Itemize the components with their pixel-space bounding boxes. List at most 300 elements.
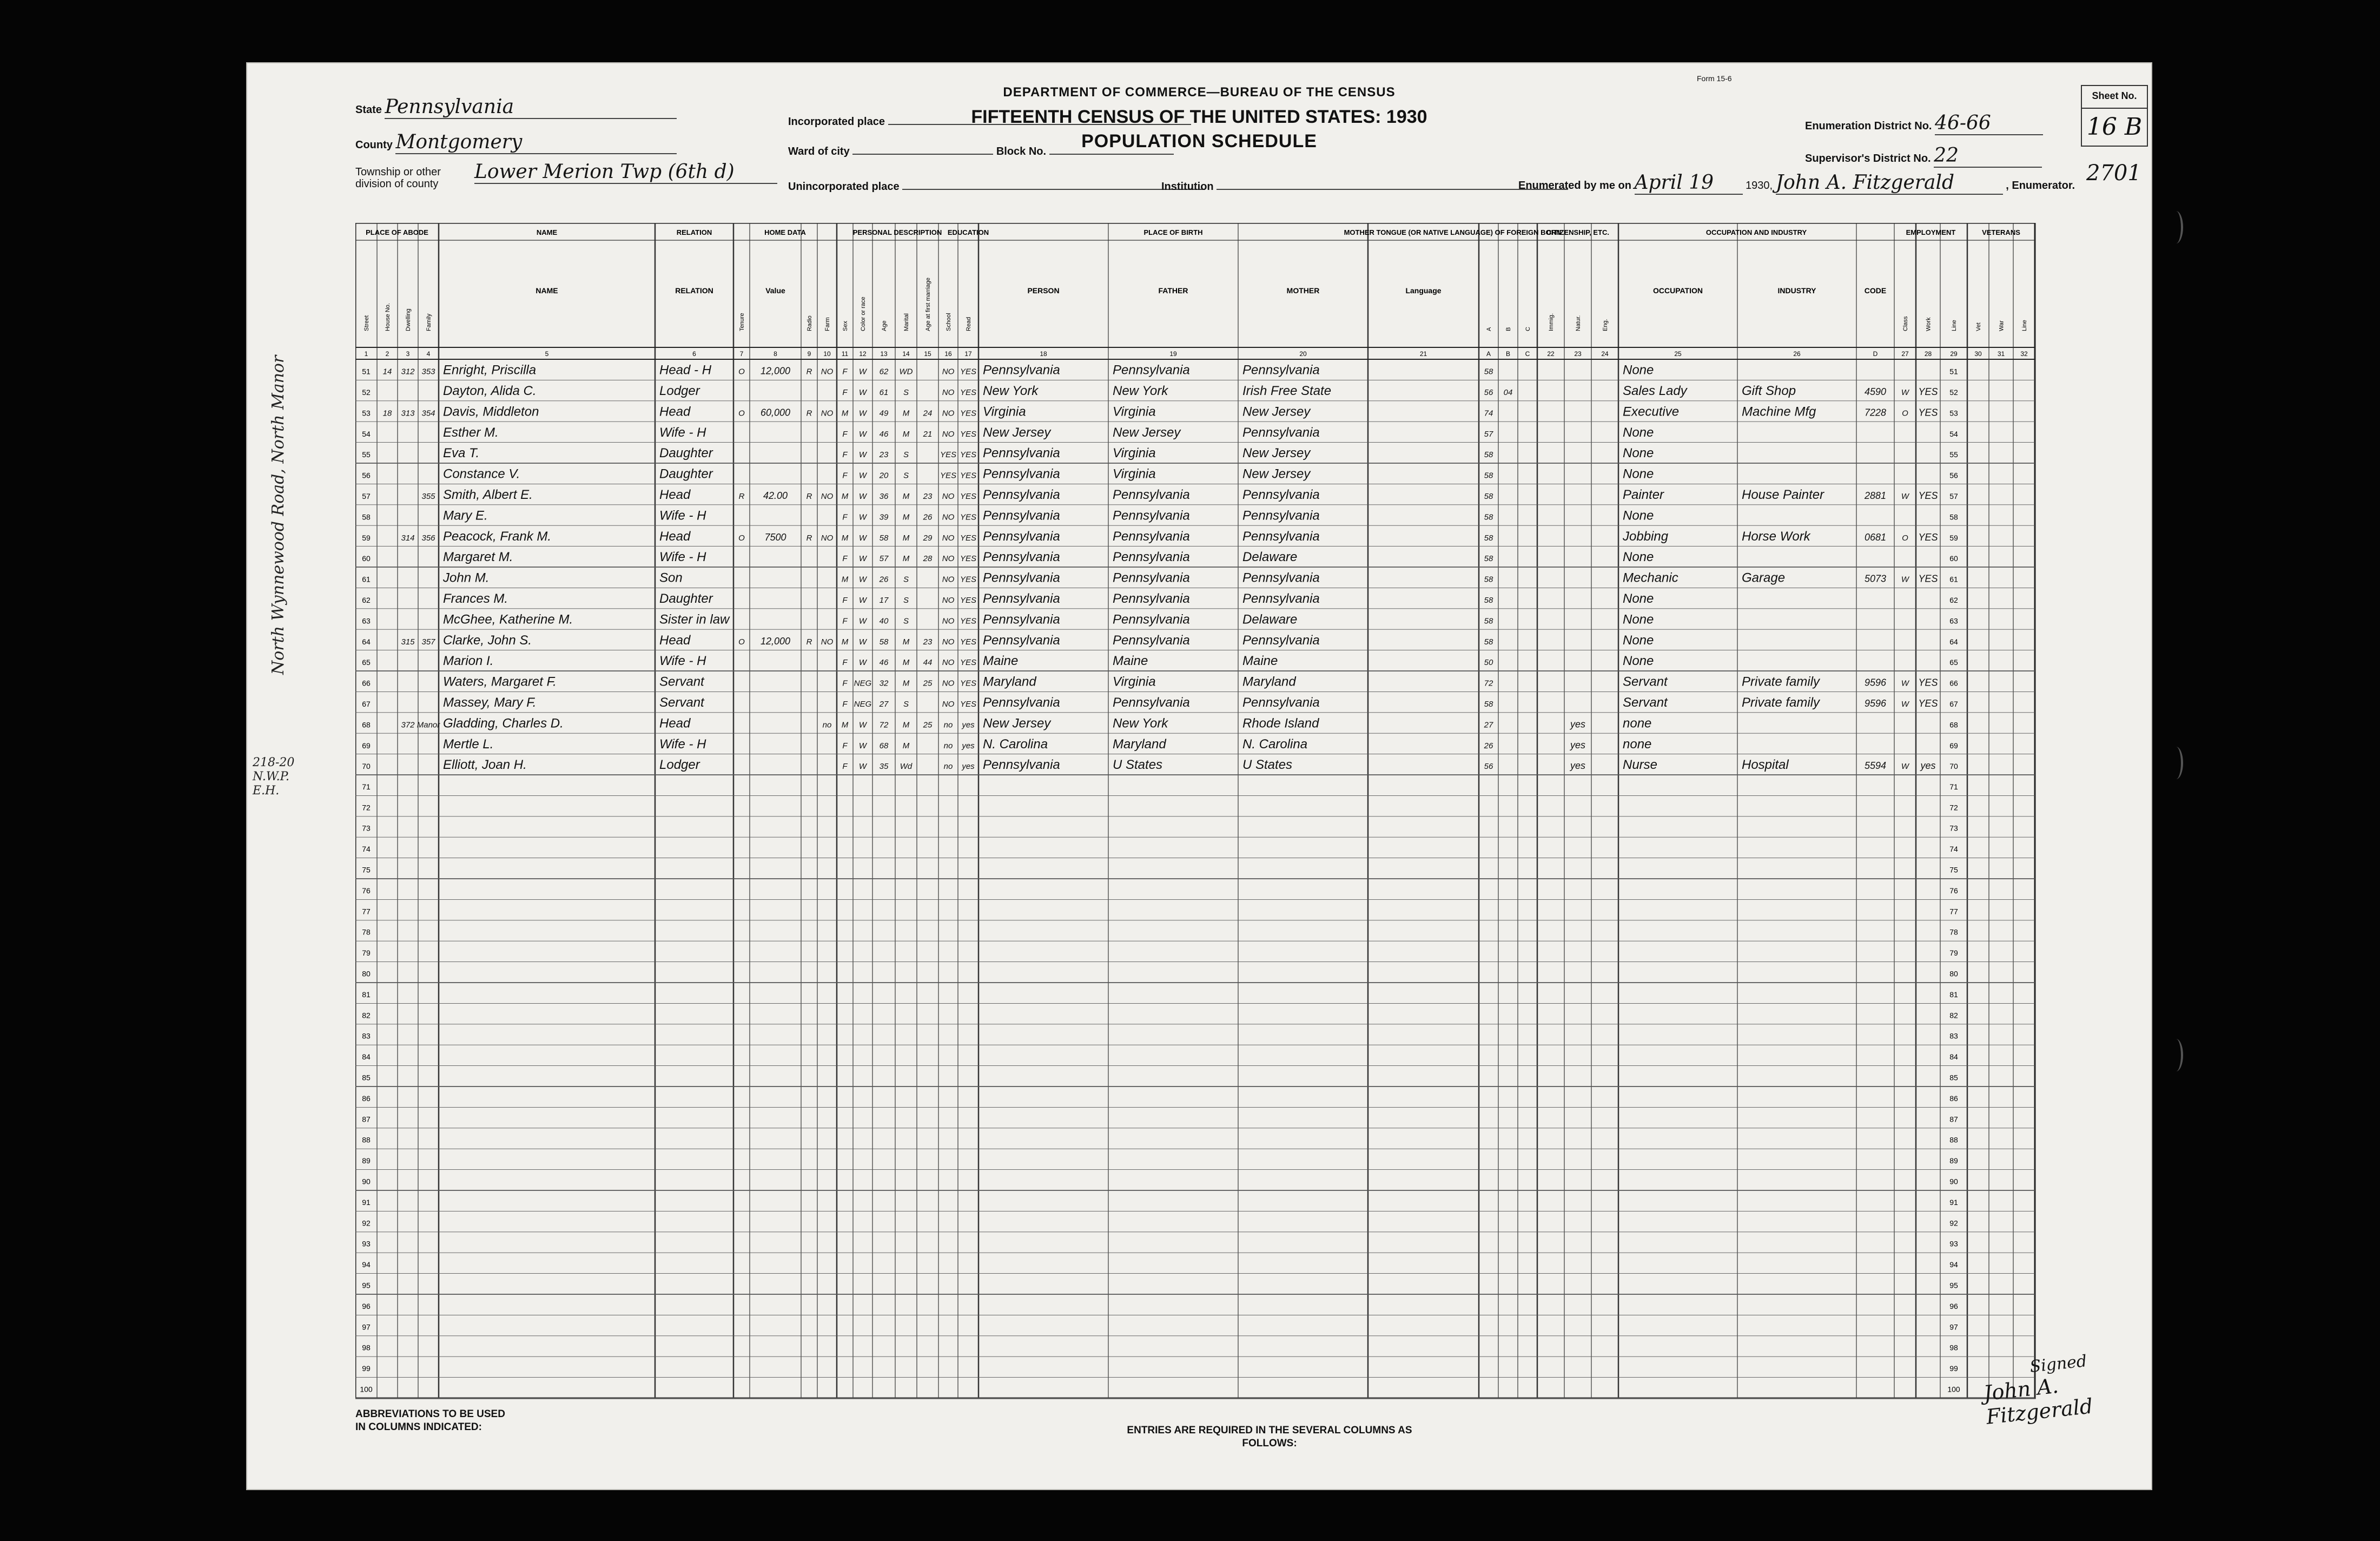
line-number-right: 83	[1949, 1031, 1958, 1040]
line-number-right: 100	[1947, 1385, 1960, 1394]
cell-race: W	[858, 637, 867, 647]
cell-marital: Wd	[900, 762, 913, 772]
cell-race: W	[858, 471, 867, 480]
cell-radio: R	[806, 367, 812, 377]
cell-read: YES	[960, 388, 977, 398]
line-number: 51	[362, 367, 371, 376]
line-number-right: 90	[1949, 1177, 1958, 1186]
cell-bp-father: Maine	[1113, 654, 1148, 669]
cell-marital: M	[902, 409, 910, 418]
cell-bp-father: Pennsylvania	[1113, 488, 1190, 503]
line-number-right: 66	[1949, 679, 1958, 688]
cell-bp-person: Pennsylvania	[983, 550, 1060, 565]
cell-sex: F	[842, 762, 848, 772]
column-group-header: HOME DATA	[764, 228, 806, 236]
cell-bp-father: Pennsylvania	[1113, 550, 1190, 565]
cell-bp-person: Pennsylvania	[983, 591, 1060, 607]
cell-industry: Machine Mfg	[1742, 404, 1816, 419]
cell-family: Manor	[416, 720, 440, 730]
cell-first-marr: 24	[923, 409, 933, 418]
cell-relation: Servant	[659, 695, 704, 710]
column-label: Value	[765, 286, 785, 295]
cell-age: 68	[879, 741, 889, 750]
line-number-right: 77	[1949, 907, 1958, 916]
cell-code: 26	[1484, 741, 1493, 750]
ed-label: Enumeration District No.	[1805, 120, 1932, 132]
column-number: 15	[924, 350, 931, 358]
cell-class: W	[1901, 388, 1909, 398]
cell-bp-person: New Jersey	[983, 425, 1051, 440]
cell-dwelling: 313	[401, 409, 415, 418]
cell-bp-mother: Pennsylvania	[1242, 695, 1320, 710]
cell-age: 39	[879, 512, 889, 522]
line-number-right: 63	[1949, 616, 1958, 625]
column-label: Family	[426, 313, 432, 331]
cell-marital: M	[902, 679, 910, 688]
cell-school: no	[943, 720, 953, 730]
block-line	[1049, 142, 1174, 155]
line-number: 52	[362, 388, 371, 397]
column-number: 1	[364, 350, 368, 358]
cell-sex: F	[842, 471, 848, 480]
cell-school: NO	[942, 429, 955, 439]
cell-relation: Wife - H	[659, 736, 706, 752]
cell-work: YES	[1918, 677, 1938, 688]
line-number-right: 58	[1949, 512, 1958, 522]
cell-occupation: None	[1623, 633, 1654, 648]
ed-field	[1805, 112, 2043, 135]
column-group-header: PLACE OF BIRTH	[1143, 228, 1203, 236]
column-label: CODE	[1864, 286, 1887, 295]
cell-natur: yes	[1570, 739, 1586, 750]
abbreviations-panel	[355, 1402, 2135, 1473]
cell-name: Esther M.	[443, 425, 499, 440]
column-label: Farm	[824, 317, 831, 331]
column-group-header: VETERANS	[1982, 228, 2020, 236]
cell-marital: M	[902, 720, 910, 730]
cell-bp-mother: N. Carolina	[1242, 736, 1308, 752]
column-number: B	[1505, 350, 1511, 358]
column-number: 21	[1419, 350, 1427, 358]
cell-school: NO	[942, 658, 955, 668]
column-label: Natur.	[1575, 315, 1582, 331]
state-value: Pennsylvania	[385, 96, 677, 119]
cell-industry: Hospital	[1742, 758, 1789, 773]
line-number: 86	[362, 1094, 371, 1103]
cell-code: 58	[1484, 700, 1493, 709]
cell-read: YES	[960, 512, 977, 522]
cell-sex: F	[842, 596, 848, 605]
cell-code: 57	[1484, 429, 1493, 439]
cell-code: 58	[1484, 575, 1493, 584]
township-field	[474, 161, 777, 184]
line-number: 60	[362, 554, 371, 563]
cell-bp-father: Pennsylvania	[1113, 591, 1190, 607]
column-label: OCCUPATION	[1652, 286, 1703, 295]
township-value: Lower Merion Twp (6th d)	[474, 161, 777, 184]
cell-marital: M	[902, 658, 910, 668]
signature-name: John A. Fitzgerald	[1982, 1373, 2094, 1429]
street-side-note: North Wynnewood Road, North Manor	[269, 355, 288, 675]
column-label: Vet	[1975, 322, 1982, 331]
cell-farm: NO	[821, 533, 834, 543]
cell-relation: Head	[659, 529, 691, 544]
line-number: 81	[362, 990, 371, 999]
cell-code: 58	[1484, 471, 1493, 480]
column-number: D	[1873, 350, 1878, 358]
enum-field	[1518, 172, 2075, 195]
cell-radio: R	[806, 409, 812, 418]
cell-age: 20	[879, 471, 889, 480]
cell-race: W	[858, 367, 867, 377]
line-number-right: 89	[1949, 1156, 1958, 1165]
cell-age: 58	[879, 637, 889, 647]
column-number: 27	[1901, 350, 1909, 358]
cell-read: YES	[960, 429, 977, 439]
column-number: 19	[1169, 350, 1177, 358]
cell-bp-person: Maryland	[983, 674, 1036, 689]
column-label: Sex	[842, 321, 849, 331]
cell-race: W	[858, 409, 867, 418]
cell-occupation: None	[1623, 425, 1654, 440]
cell-industry: Private family	[1742, 695, 1820, 710]
cell-class: O	[1902, 409, 1908, 418]
column-number: 31	[1997, 350, 2005, 358]
cell-bp-mother: New Jersey	[1242, 466, 1311, 482]
line-number-right: 95	[1949, 1281, 1958, 1290]
cell-relation: Head	[659, 488, 691, 503]
binder-hole	[2169, 1039, 2183, 1071]
institution-line	[1217, 177, 1568, 190]
cell-name: Mary E.	[443, 508, 488, 523]
line-number: 58	[362, 512, 371, 522]
cell-relation: Head - H	[659, 363, 712, 378]
cell-bp-mother: New Jersey	[1242, 446, 1311, 461]
cell-bp-father: Pennsylvania	[1113, 508, 1190, 523]
column-number: 8	[774, 350, 777, 358]
cell-name: Mertle L.	[443, 736, 494, 752]
cell-family: 356	[421, 533, 435, 543]
line-number: 90	[362, 1177, 371, 1186]
cell-race: W	[858, 720, 867, 730]
cell-occupation: Executive	[1623, 404, 1680, 419]
cell-age: 46	[879, 658, 889, 668]
column-label: Read	[966, 317, 972, 331]
column-label: INDUSTRY	[1777, 286, 1816, 295]
line-number: 79	[362, 949, 371, 958]
line-number: 53	[362, 409, 371, 418]
cell-name: Gladding, Charles D.	[443, 716, 564, 731]
cell-sex: F	[842, 658, 848, 668]
incorporated-field	[788, 112, 1191, 128]
cell-read: yes	[962, 741, 975, 750]
sheet-label: Sheet No.	[2082, 86, 2147, 109]
sheet-number-box	[2081, 85, 2148, 147]
cell-marital: M	[902, 637, 910, 647]
line-number-right: 88	[1949, 1135, 1958, 1144]
cell-race: W	[858, 762, 867, 772]
line-number-right: 57	[1949, 492, 1958, 501]
cell-bp-person: Pennsylvania	[983, 633, 1060, 648]
cell-first-marr: 28	[923, 554, 933, 564]
line-number: 63	[362, 616, 371, 625]
line-number: 68	[362, 720, 371, 729]
cell-name: Frances M.	[443, 591, 508, 607]
cell-bp-father: Virginia	[1113, 446, 1156, 461]
cell-occupation: None	[1623, 508, 1654, 523]
cell-race: W	[858, 533, 867, 543]
line-number-right: 53	[1949, 409, 1958, 418]
schedule-title: POPULATION SCHEDULE	[1081, 131, 1317, 152]
cell-marital: WD	[899, 367, 913, 377]
line-number-right: 70	[1949, 762, 1958, 771]
column-label: Line	[2021, 320, 2028, 331]
line-number: 62	[362, 596, 371, 605]
cell-bp-mother: Pennsylvania	[1242, 570, 1320, 585]
cell-radio: R	[806, 533, 812, 543]
sup-label: Supervisor's District No.	[1805, 153, 1931, 164]
cell-bp-person: Pennsylvania	[983, 446, 1060, 461]
cell-occupation: None	[1623, 591, 1654, 607]
line-number-right: 85	[1949, 1073, 1958, 1082]
cell-relation: Wife - H	[659, 550, 706, 565]
table-border	[355, 223, 2035, 1398]
line-number-right: 52	[1949, 388, 1958, 397]
line-number: 84	[362, 1052, 371, 1062]
column-group-header: PLACE OF ABODE	[366, 228, 428, 236]
column-number: 30	[1974, 350, 1982, 358]
cell-industry: Gift Shop	[1742, 384, 1796, 399]
cell-relation: Lodger	[659, 758, 700, 773]
line-number: 80	[362, 969, 371, 978]
line-number-right: 51	[1949, 367, 1958, 376]
cell-name: Dayton, Alida C.	[443, 384, 537, 399]
line-number-right: 81	[1949, 990, 1958, 999]
column-label: Language	[1405, 286, 1442, 295]
cell-code: 58	[1484, 367, 1493, 377]
cell-race: W	[858, 388, 867, 398]
unincorporated-label: Unincorporated place	[788, 181, 900, 193]
cell-bp-person: Pennsylvania	[983, 695, 1060, 710]
column-label: Color or race	[860, 297, 867, 331]
line-number-right: 69	[1949, 741, 1958, 750]
cell-read: YES	[960, 679, 977, 688]
cell-work: YES	[1918, 573, 1938, 584]
column-group-header: EDUCATION	[947, 228, 989, 236]
form-number: Form 15-6	[1697, 74, 1732, 83]
cell-marital: M	[902, 512, 910, 522]
line-number: 92	[362, 1219, 371, 1228]
line-number-right: 96	[1949, 1301, 1958, 1310]
cell-house: 14	[382, 367, 392, 377]
cell-marital: S	[903, 616, 909, 626]
cell-bp-mother: Rhode Island	[1242, 716, 1319, 731]
line-number-right: 59	[1949, 533, 1958, 542]
column-label: School	[946, 313, 952, 331]
column-number: 23	[1574, 350, 1582, 358]
column-label: Line	[1951, 320, 1958, 331]
cell-bp-person: Maine	[983, 654, 1019, 669]
census-sheet	[246, 62, 2152, 1490]
cell-sex: F	[842, 679, 848, 688]
column-number: 13	[880, 350, 888, 358]
incorporated-label: Incorporated place	[788, 116, 885, 128]
column-label: A	[1486, 327, 1492, 331]
cell-sex: F	[842, 616, 848, 626]
cell-occupation: Painter	[1623, 488, 1664, 503]
line-number-right: 62	[1949, 596, 1958, 605]
cell-bp-mother: Delaware	[1242, 550, 1298, 565]
column-label: Work	[1925, 317, 1932, 331]
cell-dwelling: 314	[401, 533, 415, 543]
cell-marital: M	[902, 741, 910, 750]
cell-school: NO	[942, 367, 955, 377]
cell-family: 354	[421, 409, 435, 418]
binder-hole	[2169, 747, 2183, 779]
cell-first-marr: 44	[923, 658, 933, 668]
cell-occ-code: 0681	[1864, 531, 1887, 543]
cell-age: 61	[879, 388, 889, 398]
cell-marital: S	[903, 575, 909, 584]
cell-race: W	[858, 492, 867, 502]
line-number-right: 73	[1949, 824, 1958, 833]
column-number: 4	[426, 350, 431, 358]
cell-marital: M	[902, 492, 910, 502]
cell-school: NO	[942, 409, 955, 418]
line-number: 74	[362, 845, 371, 854]
cell-occupation: None	[1623, 363, 1654, 378]
cell-bp-person: Virginia	[983, 404, 1026, 419]
cell-tenure: O	[738, 637, 745, 647]
ward-label: Ward of city	[788, 146, 850, 157]
column-group-header: RELATION	[676, 228, 712, 236]
cell-race: NEG	[854, 700, 872, 709]
line-number: 54	[362, 429, 371, 438]
enumerator-label: , Enumerator.	[2006, 180, 2075, 192]
township-label: Township or other division of county	[355, 166, 441, 190]
column-number: 26	[1793, 350, 1801, 358]
line-number-right: 98	[1949, 1343, 1958, 1352]
cell-marital: S	[903, 596, 909, 605]
line-number-right: 54	[1949, 429, 1958, 438]
line-number-right: 74	[1949, 845, 1958, 854]
column-number: 2	[385, 350, 389, 358]
column-label: Age	[881, 320, 888, 331]
line-number-right: 75	[1949, 865, 1958, 874]
cell-read: YES	[960, 700, 977, 709]
cell-race: W	[858, 429, 867, 439]
line-number: 67	[362, 700, 371, 709]
line-number: 88	[362, 1135, 371, 1144]
cell-industry: House Painter	[1742, 488, 1824, 503]
cell-bp-mother: Maryland	[1242, 674, 1296, 689]
cell-age: 26	[879, 575, 889, 584]
cell-read: YES	[960, 554, 977, 564]
column-label: Tenure	[739, 313, 745, 331]
line-number-right: 76	[1949, 886, 1958, 895]
cell-bp-father: New York	[1113, 384, 1168, 399]
cell-occupation: None	[1623, 466, 1654, 482]
cell-bp-mother: U States	[1242, 758, 1293, 773]
line-number-right: 55	[1949, 450, 1958, 459]
cell-sex: F	[842, 700, 848, 709]
sup-field	[1805, 144, 2042, 168]
column-number: 14	[902, 350, 910, 358]
column-number: 25	[1674, 350, 1682, 358]
cell-race: W	[858, 554, 867, 564]
line-number-right: 60	[1949, 554, 1958, 563]
cell-first-marr: 21	[923, 429, 933, 439]
cell-name: Margaret M.	[443, 550, 513, 565]
cell-first-marr: 23	[923, 492, 933, 502]
cell-sex: F	[842, 367, 848, 377]
cell-sex: M	[841, 409, 849, 418]
cell-race: W	[858, 512, 867, 522]
state-field	[355, 96, 677, 119]
line-number-right: 61	[1949, 575, 1958, 584]
cell-marital: M	[902, 533, 910, 543]
cell-code: 58	[1484, 512, 1493, 522]
cell-school: NO	[942, 533, 955, 543]
county-label: County	[355, 139, 393, 151]
cell-occ-code: 9596	[1864, 677, 1887, 688]
cell-occ-code: 5594	[1864, 760, 1887, 772]
cell-value: 12,000	[760, 365, 791, 377]
cell-first-marr: 25	[923, 679, 933, 688]
cell-read: YES	[960, 533, 977, 543]
column-number: 9	[807, 350, 811, 358]
cell-bp-father: Pennsylvania	[1113, 529, 1190, 544]
cell-code: 74	[1484, 409, 1493, 418]
institution-field	[1161, 177, 1568, 193]
cell-sex: M	[841, 533, 849, 543]
cell-name: Smith, Albert E.	[443, 488, 533, 503]
cell-age: 57	[879, 554, 889, 564]
cell-work: YES	[1918, 698, 1938, 709]
cell-bp-mother: Pennsylvania	[1242, 425, 1320, 440]
cell-school: NO	[942, 492, 955, 502]
cell-occupation: Mechanic	[1623, 570, 1678, 585]
line-number: 91	[362, 1197, 371, 1207]
line-number: 64	[362, 637, 371, 646]
cell-code: 58	[1484, 533, 1493, 543]
cell-relation: Daughter	[659, 591, 713, 607]
column-label: NAME	[536, 286, 558, 295]
line-number: 55	[362, 450, 371, 459]
cell-code: 72	[1484, 679, 1493, 688]
cell-school: NO	[942, 616, 955, 626]
cell-bp-mother: Pennsylvania	[1242, 591, 1320, 607]
cell-tenure: O	[738, 367, 745, 377]
line-number: 71	[362, 782, 371, 791]
cell-name: Peacock, Frank M.	[443, 529, 552, 544]
cell-read: YES	[960, 616, 977, 626]
cell-age: 32	[879, 679, 889, 688]
line-number-right: 87	[1949, 1115, 1958, 1124]
cell-age: 46	[879, 429, 889, 439]
column-label: Radio	[806, 315, 813, 331]
cell-bp-father: Pennsylvania	[1113, 570, 1190, 585]
cell-farm: NO	[821, 637, 834, 647]
county-field	[355, 131, 677, 154]
cell-occupation: None	[1623, 446, 1654, 461]
cell-bp-mother: Maine	[1242, 654, 1278, 669]
cell-relation: Son	[659, 570, 683, 585]
cell-relation: Servant	[659, 674, 704, 689]
cell-school: NO	[942, 700, 955, 709]
cell-sex: F	[842, 388, 848, 398]
cell-occ-code: 7228	[1864, 407, 1887, 418]
